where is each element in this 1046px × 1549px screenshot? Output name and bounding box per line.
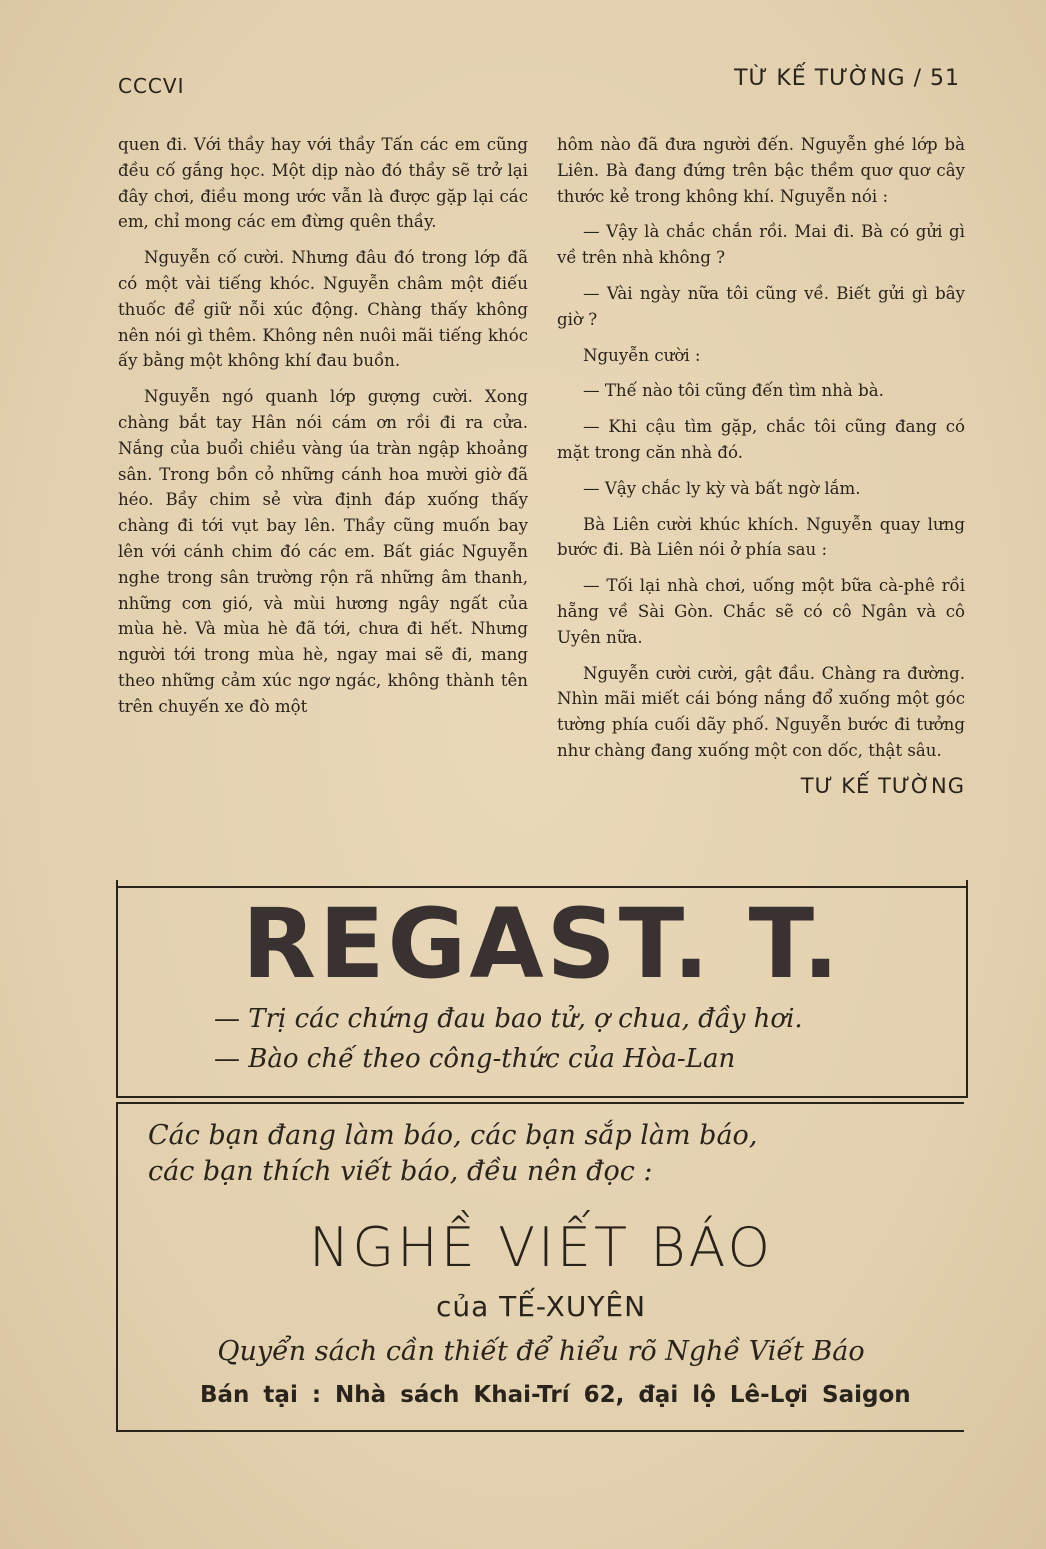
book-title: NGHỀ VIẾT BÁO (308, 1216, 774, 1279)
paragraph: Nguyễn cố cười. Nhưng đâu đó trong lớp đã có một vài tiếng khóc. Nguyễn châm một điếu thuốc để giữ nỗi xúc động. Chàng thấy không nên nói gì thêm. Không nên nuôi mãi tiếng khóc ấy bằng một không khí đau buồn. (118, 248, 528, 371)
paragraph: — Vậy chắc ly kỳ và bất ngờ lắm. (583, 478, 861, 498)
paragraph: — Vài ngày nữa tôi cũng về. Biết gửi gì bây giờ ? (557, 283, 965, 329)
regast-line-1: — Trị các chứng đau bao tử, ợ chua, đầy hơi. (214, 1004, 803, 1034)
book-ad-intro-line-2: các bạn thích viết báo, đều nên đọc : (148, 1156, 653, 1187)
book-tagline: Quyển sách cần thiết để hiểu rõ Nghề Viết Báo (217, 1336, 865, 1367)
regast-brand: REGAST. T. (242, 888, 842, 1000)
book-ad-intro (148, 1118, 757, 1190)
paragraph: — Khi cậu tìm gặp, chắc tôi cũng đang có mặt trong căn nhà đó. (557, 417, 965, 462)
paragraph: — Vậy là chắc chắn rồi. Mai đi. Bà có gửi gì về trên nhà không ? (557, 222, 965, 268)
paragraph: Nguyễn cười : (583, 345, 701, 365)
paragraph: — Thế nào tôi cũng đến tìm nhà bà. (583, 381, 884, 401)
paragraph: Nguyễn cười cười, gật đầu. Chàng ra đường. Nhìn mãi miết cái bóng nắng đổ xuống một góc tường phía cuối dãy phố. Nguyễn bước đi tưởng như chàng đang xuống một con dốc, thật sâu. (557, 663, 965, 760)
header-author-page: TỪ KẾ TƯỜNG / 51 (734, 66, 960, 91)
book-sale-location: Bán tại : Nhà sách Khai-Trí 62, đại lộ Lê-Lợi Saigon (200, 1382, 911, 1408)
paragraph: Bà Liên cười khúc khích. Nguyễn quay lưng bước đi. Bà Liên nói ở phía sau : (557, 514, 965, 560)
regast-line-2: — Bào chế theo công-thức của Hòa-Lan (214, 1044, 736, 1074)
paragraph: hôm nào đã đưa người đến. Nguyễn ghé lớp bà Liên. Bà đang đứng trên bậc thềm quơ quơ cây thước kẻ trong không khí. Nguyễn nói : (557, 135, 965, 206)
author-signature: TƯ KẾ TƯỜNG (800, 773, 965, 798)
paragraph: quen đi. Với thầy hay với thầy Tấn các em cũng đều cố gắng học. Một dịp nào đó thầy sẽ trở lại đây chơi, điều mong ước vẫn là được gặp lại các em, chỉ mong các em đừng quên thầy. (118, 135, 528, 232)
left-column (118, 132, 528, 730)
page-number-roman: CCCVI (118, 74, 185, 98)
book-advertisement (116, 1102, 964, 1432)
paragraph: — Tối lại nhà chơi, uống một bữa cà-phê rồi hẵng về Sài Gòn. Chắc sẽ có cô Ngân và cô Uyên nữa. (557, 576, 965, 647)
page-header (118, 62, 960, 102)
book-author: của TẾ-XUYÊN (435, 1290, 647, 1323)
regast-advertisement (116, 880, 968, 1098)
right-column (557, 132, 965, 800)
paragraph: Nguyễn ngó quanh lớp gượng cười. Xong chàng bắt tay Hân nói cám ơn rồi đi ra cửa. Nắng của buổi chiều vàng úa tràn ngập khoảng sân. Trong bồn cỏ những cánh hoa mười giờ đã héo. Bầy chim sẻ vừa định đáp xuống thấy chàng đi tới vụt bay lên. Thầy cũng muốn bay lên với cánh chim đó các em. Bất giác Nguyễn nghe trong sân trường rộn rã những âm thanh, những cơn gió, và mùi hương ngây ngất của mùa hè. Và mùa hè đã tới, chưa đi hết. Nhưng người tới trong mùa hè, ngay mai sẽ đi, mang theo những cảm xúc ngơ ngác, không thành tên trên chuyến xe đò một (118, 387, 528, 716)
book-ad-intro-line-1: Các bạn đang làm báo, các bạn sắp làm báo, (148, 1120, 758, 1151)
